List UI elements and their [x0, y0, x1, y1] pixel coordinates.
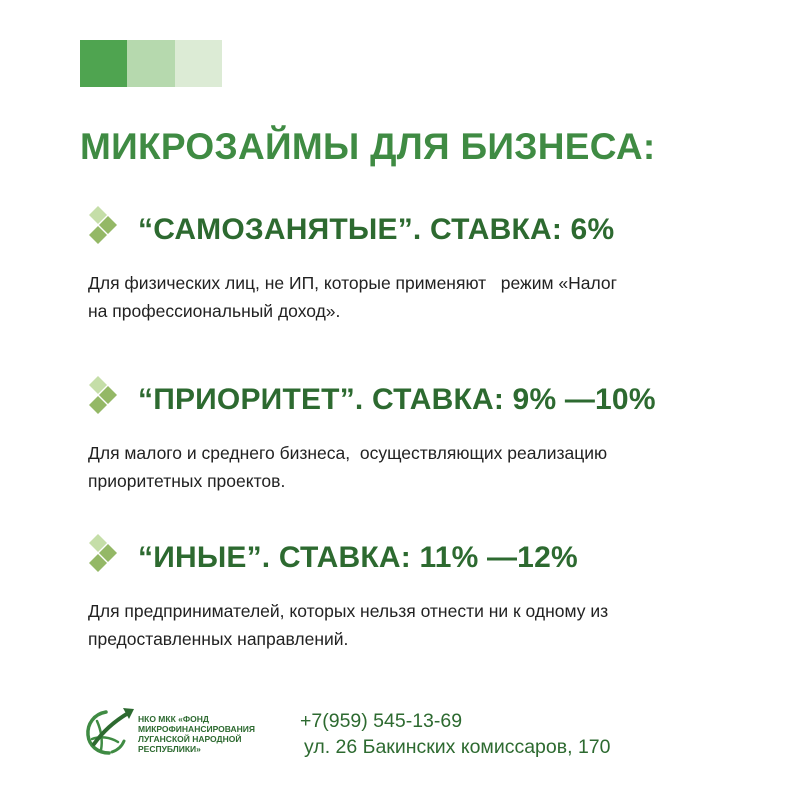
footer [84, 706, 764, 766]
diamond-bullet-icon [88, 375, 118, 425]
section-header [88, 375, 768, 427]
decorative-color-bar [80, 40, 222, 87]
section-title: “ИНЫЕ”. СТАВКА: 11% —12% [138, 541, 578, 574]
section-description: Для физических лиц, не ИП, которые применяют режим «Налог на профессиональный доход». [88, 273, 618, 321]
color-block-dark [80, 40, 127, 87]
address: ул. 26 Бакинских комиссаров, 170 [304, 736, 611, 758]
globe-arrow-logo-icon [84, 706, 136, 756]
diamond-bullet-icon [88, 533, 118, 583]
organization-name: НКО МКК «ФОНД МИКРОФИНАНСИРОВАНИЯ ЛУГАНСКОЙ НАРОДНОЙ РЕСПУБЛИКИ» [138, 714, 255, 754]
color-block-light [175, 40, 222, 87]
section-title: “ПРИОРИТЕТ”. СТАВКА: 9% —10% [138, 383, 656, 416]
section-other [88, 533, 768, 653]
section-self-employed [88, 205, 768, 325]
section-priority [88, 375, 768, 495]
section-title: “САМОЗАНЯТЫЕ”. СТАВКА: 6% [138, 213, 615, 246]
section-description: Для предпринимателей, которых нельзя отнести ни к одному из предоставленных направлений. [88, 601, 609, 649]
phone-number: +7(959) 545-13-69 [300, 710, 463, 732]
section-description: Для малого и среднего бизнеса, осуществляющих реализацию приоритетных проектов. [88, 443, 608, 491]
section-header [88, 205, 768, 257]
diamond-bullet-icon [88, 205, 118, 255]
color-block-medium [127, 40, 174, 87]
section-header [88, 533, 768, 585]
page-title: МИКРОЗАЙМЫ ДЛЯ БИЗНЕСА: [80, 126, 656, 167]
